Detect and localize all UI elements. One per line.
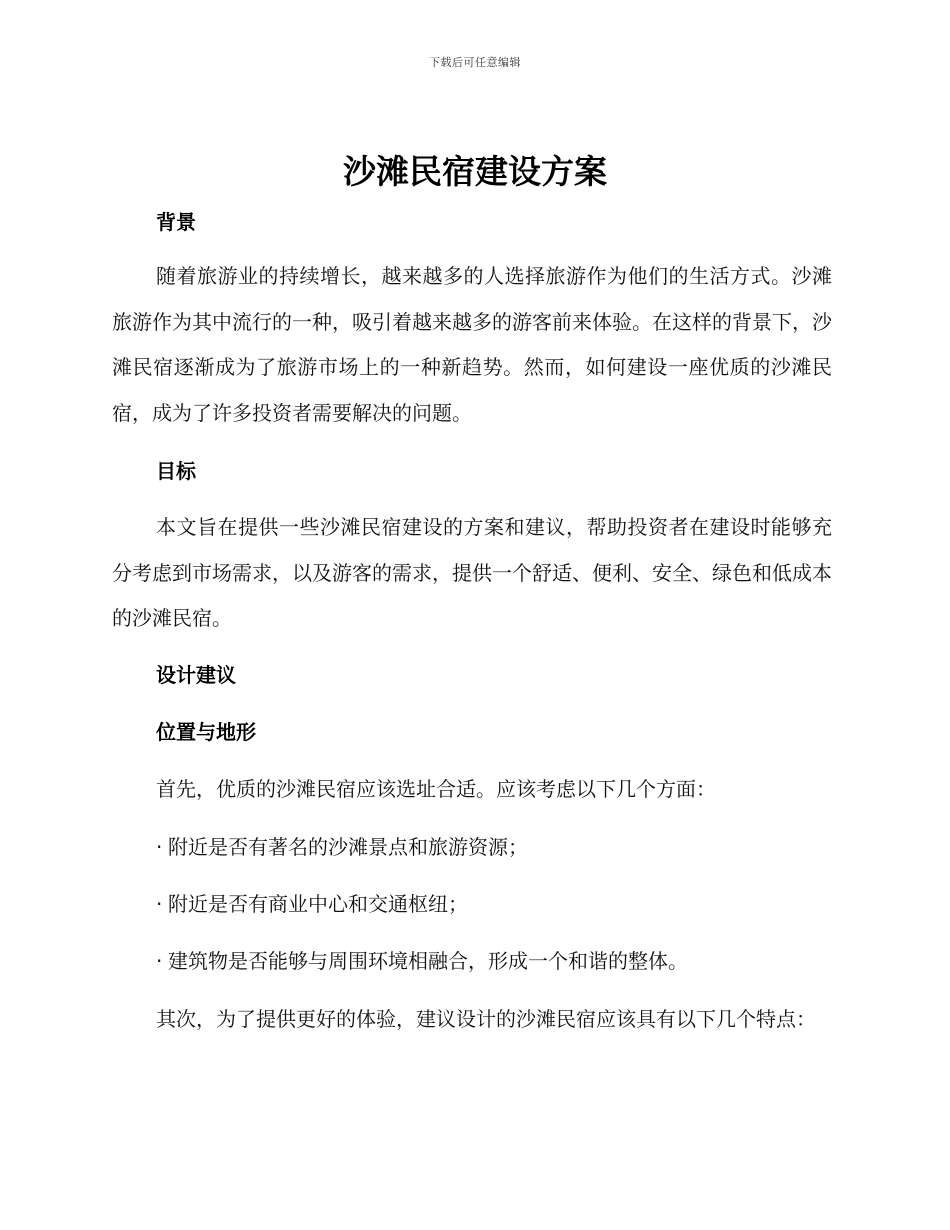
section-heading-background: 背景: [156, 210, 196, 234]
paragraph-goal: 本文旨在提供一些沙滩民宿建设的方案和建议，帮助投资者在建设时能够充分考虑到市场需求，以及游客的需求，提供一个舒适、便利、安全、绿色和低成本的沙滩民宿。: [112, 515, 832, 630]
list-item: [156, 890, 468, 918]
paragraph-followup: 其次，为了提供更好的体验，建议设计的沙滩民宿应该具有以下几个特点：: [156, 1007, 816, 1031]
list-item: [156, 947, 688, 975]
list-item-text: 附近是否有商业中心和交通枢纽；: [168, 892, 468, 916]
document-title: 沙滩民宿建设方案: [343, 152, 607, 191]
bullet-dot: ·: [156, 949, 163, 973]
list-item: [156, 833, 528, 861]
list-item-text: 附近是否有著名的沙滩景点和旅游资源；: [168, 835, 528, 859]
bullet-dot: ·: [156, 835, 163, 859]
location-intro-text: 首先，优质的沙滩民宿应该选址合适。应该考虑以下几个方面：: [156, 777, 716, 801]
page-header-note: 下载后可任意编辑: [429, 56, 521, 69]
list-item-text: 建筑物是否能够与周围环境相融合，形成一个和谐的整体。: [168, 949, 688, 973]
section-heading-goal: 目标: [156, 459, 196, 483]
section-heading-design: 设计建议: [156, 663, 236, 687]
paragraph-background: 随着旅游业的持续增长，越来越多的人选择旅游作为他们的生活方式。沙滩旅游作为其中流行的一种，吸引着越来越多的游客前来体验。在这样的背景下，沙滩民宿逐渐成为了旅游市场上的一种新趋势。然而，如何建设一座优质的沙滩民宿，成为了许多投资者需要解决的问题。: [112, 264, 832, 425]
section-heading-location: 位置与地形: [156, 720, 256, 744]
bullet-dot: ·: [156, 892, 163, 916]
